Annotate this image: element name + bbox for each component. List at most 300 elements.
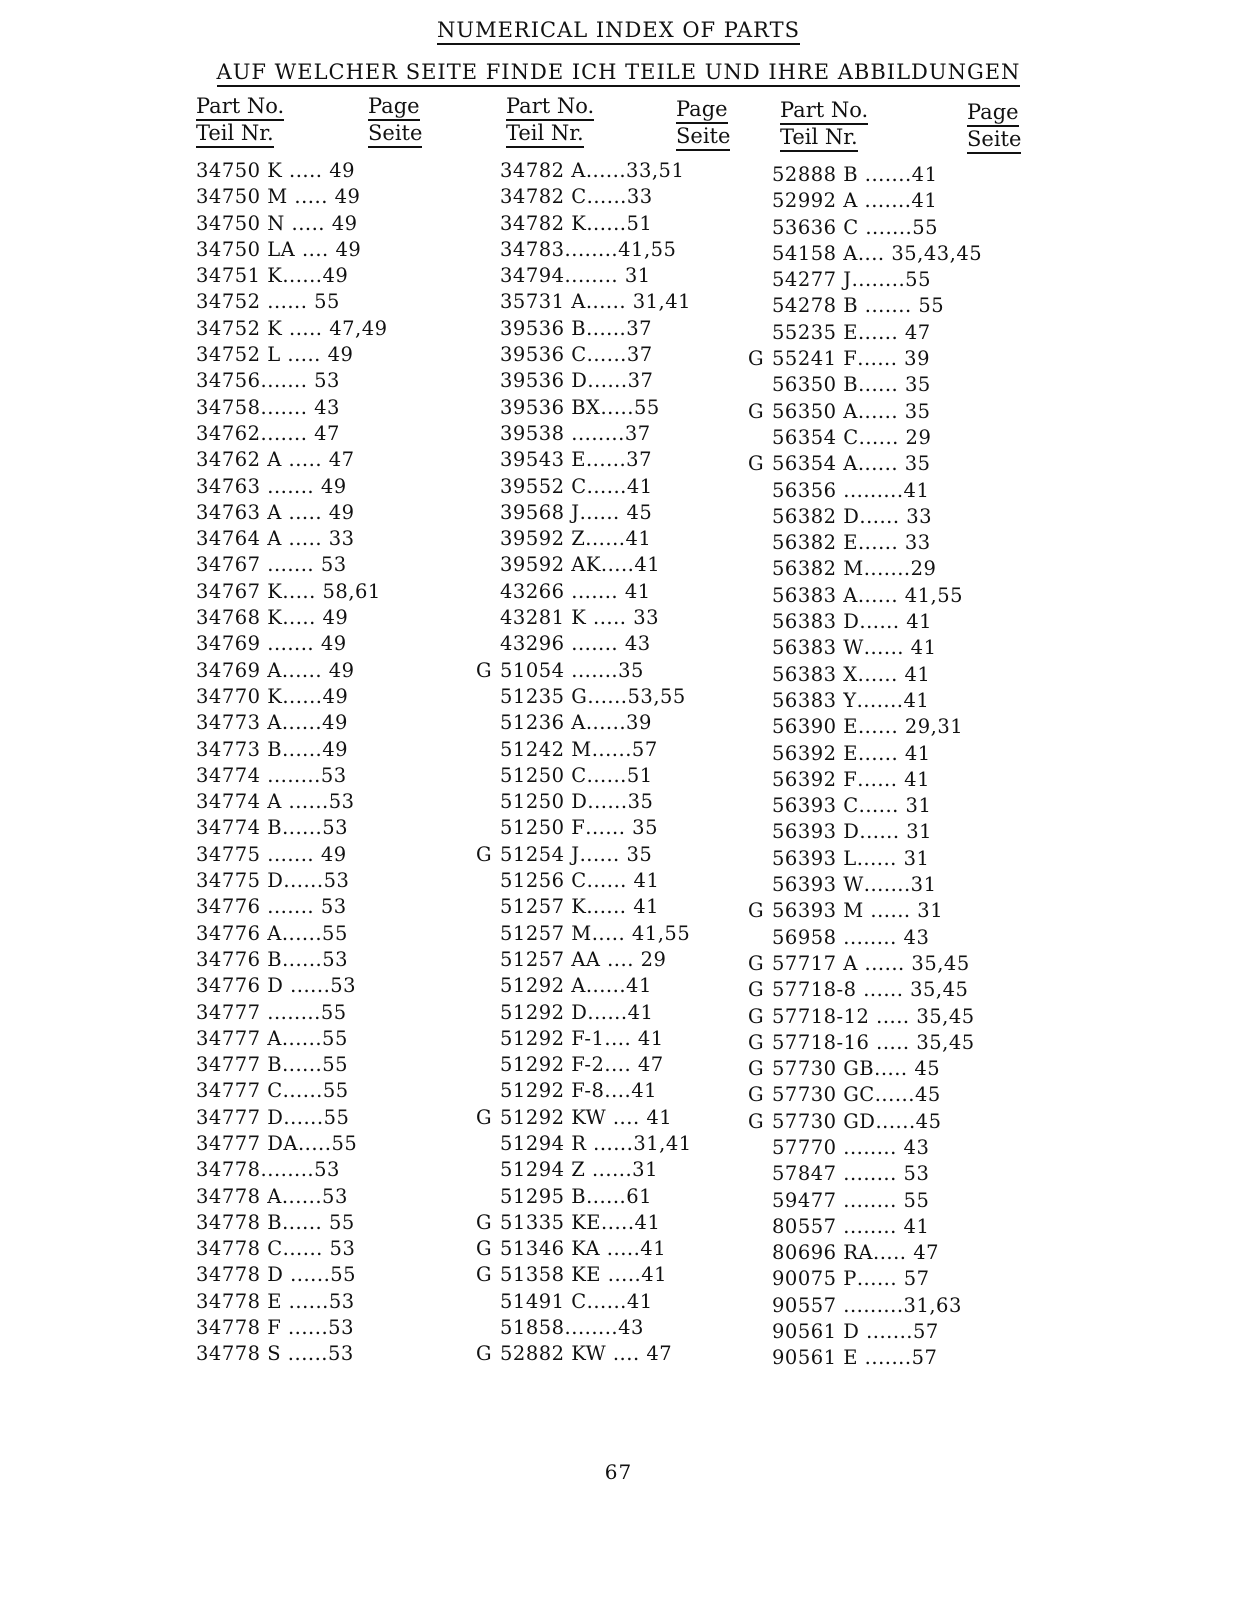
page-reference: 49: [322, 684, 349, 708]
part-number: 34778 F: [196, 1316, 282, 1340]
part-number: 56354 C: [772, 425, 859, 449]
leader-dots: ......: [586, 474, 627, 498]
part-number: 56383 D: [772, 610, 860, 634]
part-number: 90561 E: [772, 1346, 858, 1370]
g-prefix: G: [748, 978, 765, 1002]
index-entry: [772, 241, 1037, 267]
leader-dots: ......: [281, 1316, 329, 1340]
leader-dots: ......: [587, 790, 628, 814]
index-entry: [196, 421, 446, 447]
page-reference: 43: [618, 632, 651, 656]
column-header: [196, 94, 446, 158]
part-number: 52888 B: [772, 163, 859, 186]
column-header: [772, 98, 1037, 162]
index-entry: [196, 789, 446, 815]
page-reference: 49: [314, 632, 347, 656]
index-entry: [500, 1026, 760, 1052]
page-title: NUMERICAL INDEX OF PARTS: [0, 18, 1237, 42]
part-number: 34777 D: [196, 1105, 284, 1129]
leader-dots: .......: [857, 189, 912, 213]
page-reference: 41: [897, 767, 930, 791]
index-entry: [772, 162, 1037, 188]
page-reference: 31: [632, 1158, 658, 1182]
page-reference: 31: [618, 264, 651, 288]
part-number: 54158 A: [772, 241, 858, 265]
page-reference: 55: [322, 1026, 348, 1050]
index-entry: [772, 819, 1037, 845]
index-entry: [500, 1052, 760, 1078]
index-entry: [500, 1315, 760, 1341]
part-number: 34778: [196, 1158, 261, 1182]
leader-dots: ......: [587, 369, 628, 393]
part-number: 34767: [196, 553, 261, 577]
index-entry: [500, 631, 760, 657]
part-number: 39543 E: [500, 448, 586, 472]
index-entry: [500, 1184, 760, 1210]
page-reference: 33: [626, 606, 660, 630]
leader-dots: ........: [260, 763, 321, 787]
g-prefix: G: [748, 1057, 765, 1081]
leader-dots: ......: [585, 711, 627, 735]
index-entry: [772, 583, 1037, 609]
index-entry: [500, 763, 760, 789]
part-number-header: Part No. Teil Nr.: [506, 94, 594, 148]
part-number: 34763 A: [196, 500, 282, 524]
part-number: 43296: [500, 632, 565, 656]
part-number: 39536 B: [500, 316, 587, 340]
page-reference: 41,55: [625, 921, 691, 945]
g-prefix: G: [476, 658, 493, 682]
leader-dots: ......: [283, 869, 324, 893]
part-number: 34776: [196, 895, 261, 919]
part-number: 39568 J: [500, 500, 580, 524]
leader-dots: ......: [281, 921, 323, 945]
leader-dots: ......: [857, 741, 899, 765]
part-number: 34777 B: [196, 1053, 283, 1077]
leader-dots: ......: [863, 636, 904, 660]
index-entry: [500, 500, 760, 526]
leader-dots: ....: [857, 241, 885, 265]
leader-dots: .........: [836, 478, 904, 502]
leader-dots: .......: [564, 658, 619, 682]
leader-dots: .......: [260, 395, 308, 419]
leader-dots: ......: [859, 504, 900, 528]
part-number: 51236 A: [500, 711, 586, 735]
page-header: Page Seite: [676, 97, 730, 151]
leader-dots: ......: [283, 1263, 331, 1287]
page-reference: 33: [626, 185, 653, 209]
leader-dots: ........: [836, 1188, 897, 1212]
part-number: 39552 C: [500, 474, 587, 498]
leader-dots: ......: [585, 159, 627, 182]
leader-dots: .....: [591, 921, 626, 945]
leader-dots: ......: [875, 1109, 916, 1133]
part-number: 34752 L: [196, 343, 281, 367]
page-reference: 41: [626, 474, 653, 498]
part-number: 35731 A: [500, 290, 586, 314]
page-reference: 37: [624, 421, 651, 445]
part-number: 34773 B: [196, 737, 283, 761]
part-number: 34778 C: [196, 1237, 283, 1261]
part-number: 57718-8: [772, 978, 857, 1002]
page-reference: 35,45: [904, 951, 970, 975]
index-entry: [772, 688, 1037, 714]
leader-dots: ......: [857, 951, 905, 975]
page-reference: 58,61: [315, 579, 381, 603]
leader-dots: ....: [604, 1026, 632, 1050]
page-reference: 35: [618, 658, 644, 682]
index-entry: [500, 526, 760, 552]
part-number: 51250 F: [500, 816, 586, 840]
leader-dots: ......: [856, 1267, 898, 1291]
page-reference: 41,55: [898, 583, 964, 607]
part-number: 34769: [196, 632, 261, 656]
part-number: 34794: [500, 264, 565, 288]
page-reference: 53: [314, 895, 347, 919]
leader-dots: ......: [585, 290, 627, 314]
page-reference: 47: [307, 421, 340, 445]
index-entry: [476, 842, 760, 868]
index-entry: [196, 1157, 446, 1183]
part-number: 34752 K: [196, 316, 283, 340]
part-number: 51295 B: [500, 1184, 587, 1208]
leader-dots: ......: [586, 343, 627, 367]
part-number: 34750 M: [196, 185, 288, 209]
leader-dots: .......: [260, 632, 315, 656]
page-reference: 35,45: [903, 978, 969, 1002]
index-entry: [196, 552, 446, 578]
part-number: 39592 AK: [500, 553, 601, 577]
part-number: 34778 S: [196, 1342, 282, 1366]
part-number: 51346 KA: [500, 1237, 601, 1261]
index-entry: [476, 1210, 760, 1236]
part-number: 55235 E: [772, 320, 858, 344]
leader-dots: .......: [260, 421, 308, 445]
page-reference: 33: [899, 504, 933, 528]
part-number: 56393 M: [772, 899, 864, 923]
page-reference: 39: [626, 711, 652, 735]
part-number: 34782 C: [500, 185, 587, 209]
leader-dots: ......: [858, 794, 899, 818]
index-entry: [772, 1135, 1037, 1161]
part-number: 80557: [772, 1214, 837, 1238]
leader-dots: .....: [282, 316, 323, 340]
index-entry: [196, 237, 446, 263]
leader-dots: ......: [857, 320, 899, 344]
part-number: 51358 KE: [500, 1263, 602, 1287]
part-number: 56383 W: [772, 636, 864, 660]
page-reference: 29: [898, 425, 932, 449]
leader-dots: .....: [869, 1030, 910, 1054]
part-number: 51242 M: [500, 737, 592, 761]
part-number: 56356: [772, 478, 837, 502]
leader-dots: .....: [601, 1210, 635, 1234]
leader-dots: ......: [856, 846, 897, 870]
part-number: 55241 F: [772, 347, 858, 371]
part-number: 34767 K: [196, 579, 283, 603]
page-reference: 55: [911, 294, 945, 318]
index-entry: [196, 947, 446, 973]
part-number: 34778 B: [196, 1210, 283, 1234]
page-reference: 47: [322, 448, 355, 472]
index-column-2: [476, 94, 760, 1368]
index-entry: [772, 767, 1037, 793]
index-entry: [196, 395, 446, 421]
page-reference: 33: [322, 527, 355, 551]
index-entry: [196, 526, 446, 552]
page-reference: 49: [314, 474, 347, 498]
part-number: 34750 K: [196, 159, 283, 182]
column-header: [500, 94, 760, 158]
page-reference: 31: [899, 820, 933, 844]
page-reference: 41: [626, 974, 652, 998]
page-header: Page Seite: [967, 100, 1021, 154]
index-entry: [748, 346, 1037, 372]
page-reference: 57: [897, 1267, 930, 1291]
leader-dots: ......: [281, 1026, 323, 1050]
page-reference: 29,31: [898, 715, 964, 739]
index-entry: [196, 500, 446, 526]
leader-dots: .......: [260, 369, 308, 393]
page-reference: 49: [325, 211, 358, 235]
part-number: 43281 K: [500, 606, 587, 630]
leader-dots: ......: [857, 347, 898, 371]
index-entry: [500, 1131, 760, 1157]
index-entry: [772, 504, 1037, 530]
page-reference: 55: [896, 1188, 930, 1212]
index-entry: [500, 1078, 760, 1104]
page-reference: 35: [619, 842, 653, 866]
index-entry: [748, 898, 1037, 924]
leader-dots: ....: [606, 1105, 640, 1129]
page-reference: 55: [912, 215, 939, 239]
page-reference: 41: [618, 579, 651, 603]
index-entry: [500, 710, 760, 736]
leader-dots: ........: [836, 1135, 897, 1159]
index-entry: [500, 263, 760, 289]
index-entry: [772, 635, 1037, 661]
leader-dots: ......: [587, 684, 628, 708]
leader-dots: .....: [601, 1263, 642, 1287]
index-entry: [772, 662, 1037, 688]
index-entry: [196, 1105, 446, 1131]
page-reference: 41: [625, 527, 652, 551]
part-number: 56393 L: [772, 846, 857, 870]
leader-dots: ......: [260, 290, 308, 314]
part-number: 34776 D: [196, 974, 284, 998]
part-number: 59477: [772, 1188, 837, 1212]
part-number: 34774: [196, 763, 261, 787]
page-reference: 41: [639, 1105, 673, 1129]
index-entry: [772, 714, 1037, 740]
part-number: 51250 C: [500, 763, 587, 787]
leader-dots: ......: [586, 869, 627, 893]
leader-dots: ......: [857, 531, 899, 555]
page-reference: 53: [328, 790, 355, 814]
index-entry: [196, 1052, 446, 1078]
leader-dots: ......: [282, 947, 323, 971]
leader-dots: ......: [591, 737, 632, 761]
page-reference: 41: [627, 1000, 654, 1024]
page-reference: 55: [330, 1263, 357, 1287]
leader-dots: .......: [863, 873, 911, 897]
leader-dots: .....: [281, 500, 323, 524]
index-entry: [500, 1157, 760, 1183]
leader-dots: ......: [586, 895, 627, 919]
page-reference: 35,45: [909, 1004, 975, 1028]
part-number: 39536 C: [500, 343, 587, 367]
part-number: 57718-16: [772, 1030, 870, 1054]
leader-dots: .....: [874, 1057, 908, 1081]
page-reference: 45: [907, 1057, 941, 1081]
page-reference: 49: [322, 264, 349, 288]
page-reference: 53: [896, 1162, 930, 1186]
page-reference: 49: [314, 842, 347, 866]
g-prefix: G: [476, 1210, 493, 1234]
page-reference: 53: [322, 947, 349, 971]
part-number: 34776 A: [196, 921, 282, 945]
page-reference: 47: [898, 320, 931, 344]
page-reference: 31: [910, 873, 937, 897]
part-number: 34782 A: [500, 159, 586, 182]
leader-dots: ........: [851, 268, 906, 292]
index-entry: [500, 474, 760, 500]
page-reference: 51: [626, 763, 653, 787]
part-number: 51292 F-8: [500, 1079, 605, 1103]
part-number: 34758: [196, 395, 261, 419]
leader-dots: ....: [295, 237, 329, 261]
leader-dots: ........: [564, 237, 619, 261]
page-reference: 53: [322, 1237, 356, 1261]
page-reference: 53: [328, 1316, 354, 1340]
part-number: 39536 BX: [500, 395, 601, 419]
index-entry: [500, 579, 760, 605]
page-reference: 53: [322, 1184, 348, 1208]
page-reference: 39: [897, 347, 930, 371]
index-entry: [196, 1131, 446, 1157]
leader-dots: ......: [859, 820, 900, 844]
part-number: 51250 D: [500, 790, 588, 814]
leader-dots: ........: [260, 1158, 315, 1182]
index-entry: [500, 789, 760, 815]
leader-dots: .......: [859, 1320, 913, 1344]
page-reference: 55: [905, 268, 931, 292]
part-number: 34763: [196, 474, 261, 498]
part-number: 51054: [500, 658, 565, 682]
g-prefix: G: [748, 347, 765, 371]
page-reference: 49: [315, 606, 349, 630]
page-reference: 29: [633, 947, 667, 971]
page-reference: 35,43,45: [884, 241, 983, 265]
leader-dots: ......: [282, 684, 323, 708]
index-entry: [500, 868, 760, 894]
index-entry: [500, 1289, 760, 1315]
leader-dots: .....: [600, 553, 635, 577]
leader-dots: .......: [260, 474, 315, 498]
index-entry: [196, 342, 446, 368]
index-entry: [500, 973, 760, 999]
leader-dots: ......: [585, 448, 627, 472]
page-subtitle: AUF WELCHER SEITE FINDE ICH TEILE UND IHRE ABBILDUNGEN: [0, 60, 1237, 84]
leader-dots: .....: [281, 527, 323, 551]
index-entry: [196, 658, 446, 684]
page-reference: 57: [912, 1320, 939, 1344]
part-number: 34778 A: [196, 1184, 282, 1208]
page-reference: 47,49: [322, 316, 388, 340]
index-entry: [196, 1262, 446, 1288]
leader-dots: ......: [586, 763, 627, 787]
index-entry: [196, 474, 446, 500]
index-entry: [196, 1341, 446, 1367]
page-reference: 35: [898, 452, 931, 476]
page-reference: 55: [320, 1000, 347, 1024]
part-number: 34751 K: [196, 264, 283, 288]
part-number: 39538: [500, 421, 565, 445]
part-number: 34768 K: [196, 606, 283, 630]
page-reference: 41: [911, 163, 938, 186]
index-entry: [500, 894, 760, 920]
index-entry: [772, 478, 1037, 504]
part-number: 52882 KW: [500, 1342, 607, 1366]
entries-list: [476, 158, 760, 1368]
index-entry: [772, 872, 1037, 898]
part-number-header: Part No. Teil Nr.: [780, 98, 868, 152]
index-entry: [500, 158, 760, 184]
leader-dots: .......: [856, 688, 904, 712]
leader-dots: .......: [260, 842, 315, 866]
leader-dots: ......: [282, 264, 323, 288]
leader-dots: .....: [281, 448, 323, 472]
leader-dots: ......: [585, 1158, 633, 1182]
part-number: 34750 LA: [196, 237, 296, 261]
index-entry: [196, 1000, 446, 1026]
index-entry: [772, 1161, 1037, 1187]
leader-dots: .....: [282, 159, 323, 182]
part-number: 51294 R: [500, 1131, 587, 1155]
page-reference: 49: [322, 500, 355, 524]
page-reference: 51: [626, 211, 653, 235]
leader-dots: ......: [282, 1079, 323, 1103]
part-number: 34777 DA: [196, 1131, 298, 1155]
leader-dots: .........: [836, 1293, 904, 1317]
index-entry: [500, 1000, 760, 1026]
part-number: 51294 Z: [500, 1158, 586, 1182]
page-reference: 31,63: [903, 1293, 962, 1317]
index-entry: [500, 921, 760, 947]
page-reference: 41: [898, 741, 931, 765]
page-reference: 33,51: [626, 159, 685, 182]
part-number: 56958: [772, 925, 837, 949]
index-entry: [772, 215, 1037, 241]
leader-dots: ......: [281, 1342, 328, 1366]
index-entry: [500, 289, 760, 315]
leader-dots: .......: [260, 895, 315, 919]
leader-dots: .......: [858, 215, 913, 239]
leader-dots: ........: [260, 1000, 321, 1024]
index-entry: [500, 316, 760, 342]
part-number: 34782 K: [500, 211, 587, 235]
leader-dots: .......: [564, 632, 619, 656]
part-number: 34756: [196, 369, 261, 393]
index-entry: [196, 1236, 446, 1262]
index-entry: [772, 741, 1037, 767]
leader-dots: ........: [564, 421, 625, 445]
page-reference: 43: [896, 1135, 930, 1159]
page-reference: 57: [631, 737, 658, 761]
page-reference: 55: [322, 1210, 355, 1234]
part-number: 56383 A: [772, 583, 858, 607]
page-reference: 49: [322, 658, 355, 682]
